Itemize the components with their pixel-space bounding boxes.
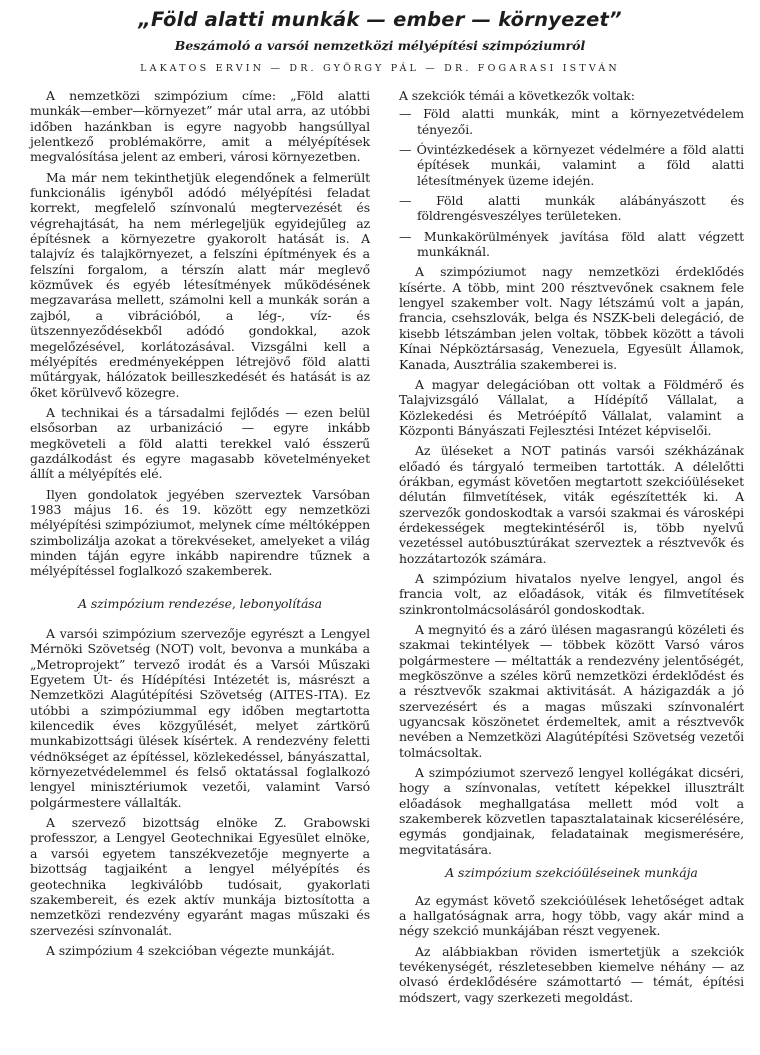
topics-intro: A szekciók témái a következők voltak: — [399, 88, 635, 103]
paragraph: Az alábbiakban röviden ismertetjük a szekciók tevékenységét, részletesebben kiemelve néhány — az olvasó érdeklődésére számottartó — témát, építési módszert, vagy szerkezeti megoldást. — [399, 943, 744, 1005]
paragraph: Ilyen gondolatok jegyében szerveztek Varsóban 1983 május 16. és 19. között egy nemzetközi mélyépítési szimpóziumot, melynek címe méltóképpen szimbolizálja azokat a törekvéseket, amelyeket a világ minden táján egyre inkább napirendre tűznek a mélyépítéssel foglalkozó szakemberek. — [30, 486, 370, 579]
topic-item: — Föld alatti munkák alábányászott és földrengésveszélyes területeken. — [399, 193, 744, 224]
section-heading: A szimpózium szekcióüléseinek munkája — [445, 865, 698, 881]
section-heading: A szimpózium rendezése, lebonyolítása — [78, 595, 322, 611]
paragraph: A szimpózium 4 szekcióban végezte munkáját. — [46, 942, 335, 958]
left-column — [30, 88, 370, 963]
topic-item: — Óvintézkedések a környezet védelmére a föld alatti építések munkái, valamint a föld alatti létesítmények üzeme idején. — [399, 142, 744, 188]
paragraph: A varsói szimpózium szervezője egyrészt a Lengyel Mérnöki Szövetség (NOT) volt, bevonva a munkába a „Metroprojekt” tervező irodát és a Varsói Műszaki Egyetem Út- és Hídépítési Intézetét is, másrészt a Nemzetközi Alagútépítési Szövetség (AITES-ITA). Ez utóbbi a szimpóziummal egy időben megtartotta kilencedik éves közgyűlését, melyet zártkörű munkabizottsági ülések kísértek. A rendezvény feletti védnökséget az építéssel, közlekedéssel, bányászattal, környezetvédelemmel és felső oktatással foglalkozó lengyel minisztériumok vezetői, valamint Varsó polgármestere vállalták. — [30, 626, 370, 810]
paragraph: A magyar delegációban ott voltak a Földmérő és Talajvizsgáló Vállalat, a Hídépítő Vállalat, a Közlekedési és Metróépítő Vállalat, valamint a Központi Bányászati Fejlesztési Intézet képviselői. — [399, 376, 744, 438]
paragraph: A nemzetközi szimpózium címe: „Föld alatti munkák—ember—környezet” már utal arra, az utóbbi időben hazánkban is egyre nagyobb hangsúllyal jelentkező problémakörre, amit a mélyépítések megvalósítása jelent az emberi, városi környezetben. — [30, 88, 370, 165]
paragraph: A szervező bizottság elnöke Z. Grabowski professzor, a Lengyel Geotechnikai Egyesület elnöke, a varsói egyetem tanszékvezetője megnyerte a bizottság tagjaiként a lengyel mélyépítés és geotechnika legkiválóbb tudósait, gyakorlati szakembereit, és ezek aktív munkája biztosította a nemzetközi rendezvény egyaránt magas műszaki és szervezési színvonalát. — [30, 815, 370, 938]
article-title: „Föld alatti munkák — ember — környezet” — [138, 8, 622, 31]
paragraph: A megnyitó és a záró ülésen magasrangú közéleti és szakmai tekintélyek — többek között Varsó város polgármestere — méltatták a rendezvény jelentőségét, megköszönve a széles körű nemzetközi érdeklődést és a résztvevők szakmai aktivitását. A házigazdák a jó szervezésért és a magas műszaki színvonalért ugyancsak köszönetet érdemeltek, amit a résztvevők nevében a Nemzetközi Alagútépítési Szövetség vezetői tolmácsoltak. — [399, 622, 744, 760]
article-subtitle: Beszámoló a varsói nemzetközi mélyépítési szimpóziumról — [174, 38, 586, 53]
right-column — [399, 88, 744, 1010]
paragraph: A szimpóziumot nagy nemzetközi érdeklődés kísérte. A több, mint 200 résztvevőnek csaknem fele lengyel szakember volt. Nagy létszámú volt a japán, francia, csehszlovák, belga és NSZK-beli delegáció, de kisebb létszámban jelen voltak, többek között a távoli Kínai Népköztársaság, Venezuela, Egyesült Államok, Kanada, Ausztrália szakemberei is. — [399, 264, 744, 372]
article-authors: LAKATOS ERVIN — DR. GYÖRGY PÁL — DR. FOGARASI ISTVÁN — [140, 63, 620, 74]
paragraph: A szimpóziumot szervező lengyel kollégákat dicséri, hogy a színvonalas, vetített képekkel illusztrált előadások meghallgatása mellett mód volt a szakemberek közvetlen tapasztalatainak kicserélésére, egymás gondjainak, feladatainak megismerésére, megvitatására. — [399, 765, 744, 857]
topic-item: — Föld alatti munkák, mint a környezetvédelem tényezői. — [399, 106, 744, 137]
topic-item: — Munkakörülmények javítása föld alatt végzett munkáknál. — [399, 228, 744, 260]
paragraph: Az üléseket a NOT patinás varsói székházának előadó és tárgyaló termeiben tartották. A délelőtti órákban, egymást követően megtartott szekcióüléseket délután filmvetítések, viták egészítették ki. A szervezők gondoskodtak a varsói szakmai és városképi érdekességek megtekintéséről is, több nyelvű vezetéssel autóbusztúrákat szerveztek a résztvevők és hozzátartozók számára. — [399, 443, 744, 566]
paragraph: Ma már nem tekinthetjük elegendőnek a felmerült funkcionális igényből adódó mélyépítési feladat korrekt, megfelelő színvonalú megtervezését és végrehajtását, ha nem mérlegeljük egyidejűleg az építésnek a környezetre gyakorolt hatását is. A talajvíz és talajkörnyezet, a felszíni építmények és a felszíni forgalom, a térszín alatt már meglevő közművek és egyéb létesítmények működésének megzavarása mellett, számolni kell a munkák során a zajból, a vibrációból, a lég-, víz- és ütszennyeződésekből adódó gondokkal, azok megelőzésével, korlátozásával. Vizsgálni kell a mélyépítés eredményeképpen létrejövő föld alatti műtárgyak, hálózatok beilleszkedését és hatását is az őket körülvevő közegre. — [30, 169, 370, 400]
paragraph: A szimpózium hivatalos nyelve lengyel, angol és francia volt, az előadások, viták és filmvetítések szinkrontolmácsolásáról gondoskodtak. — [399, 570, 744, 617]
paragraph: Az egymást követő szekcióülések lehetőséget adtak a hallgatóságnak arra, hogy több, vagy akár mind a négy szekció munkájában részt vegyenek. — [399, 892, 744, 939]
paragraph: A technikai és a társadalmi fejlődés — ezen belül elsősorban az urbanizáció — egyre inkább megköveteli a föld alatti terekkel való ésszerű gazdálkodást és egyre magasabb követelményeket állít a mélyépítés elé. — [30, 404, 370, 482]
